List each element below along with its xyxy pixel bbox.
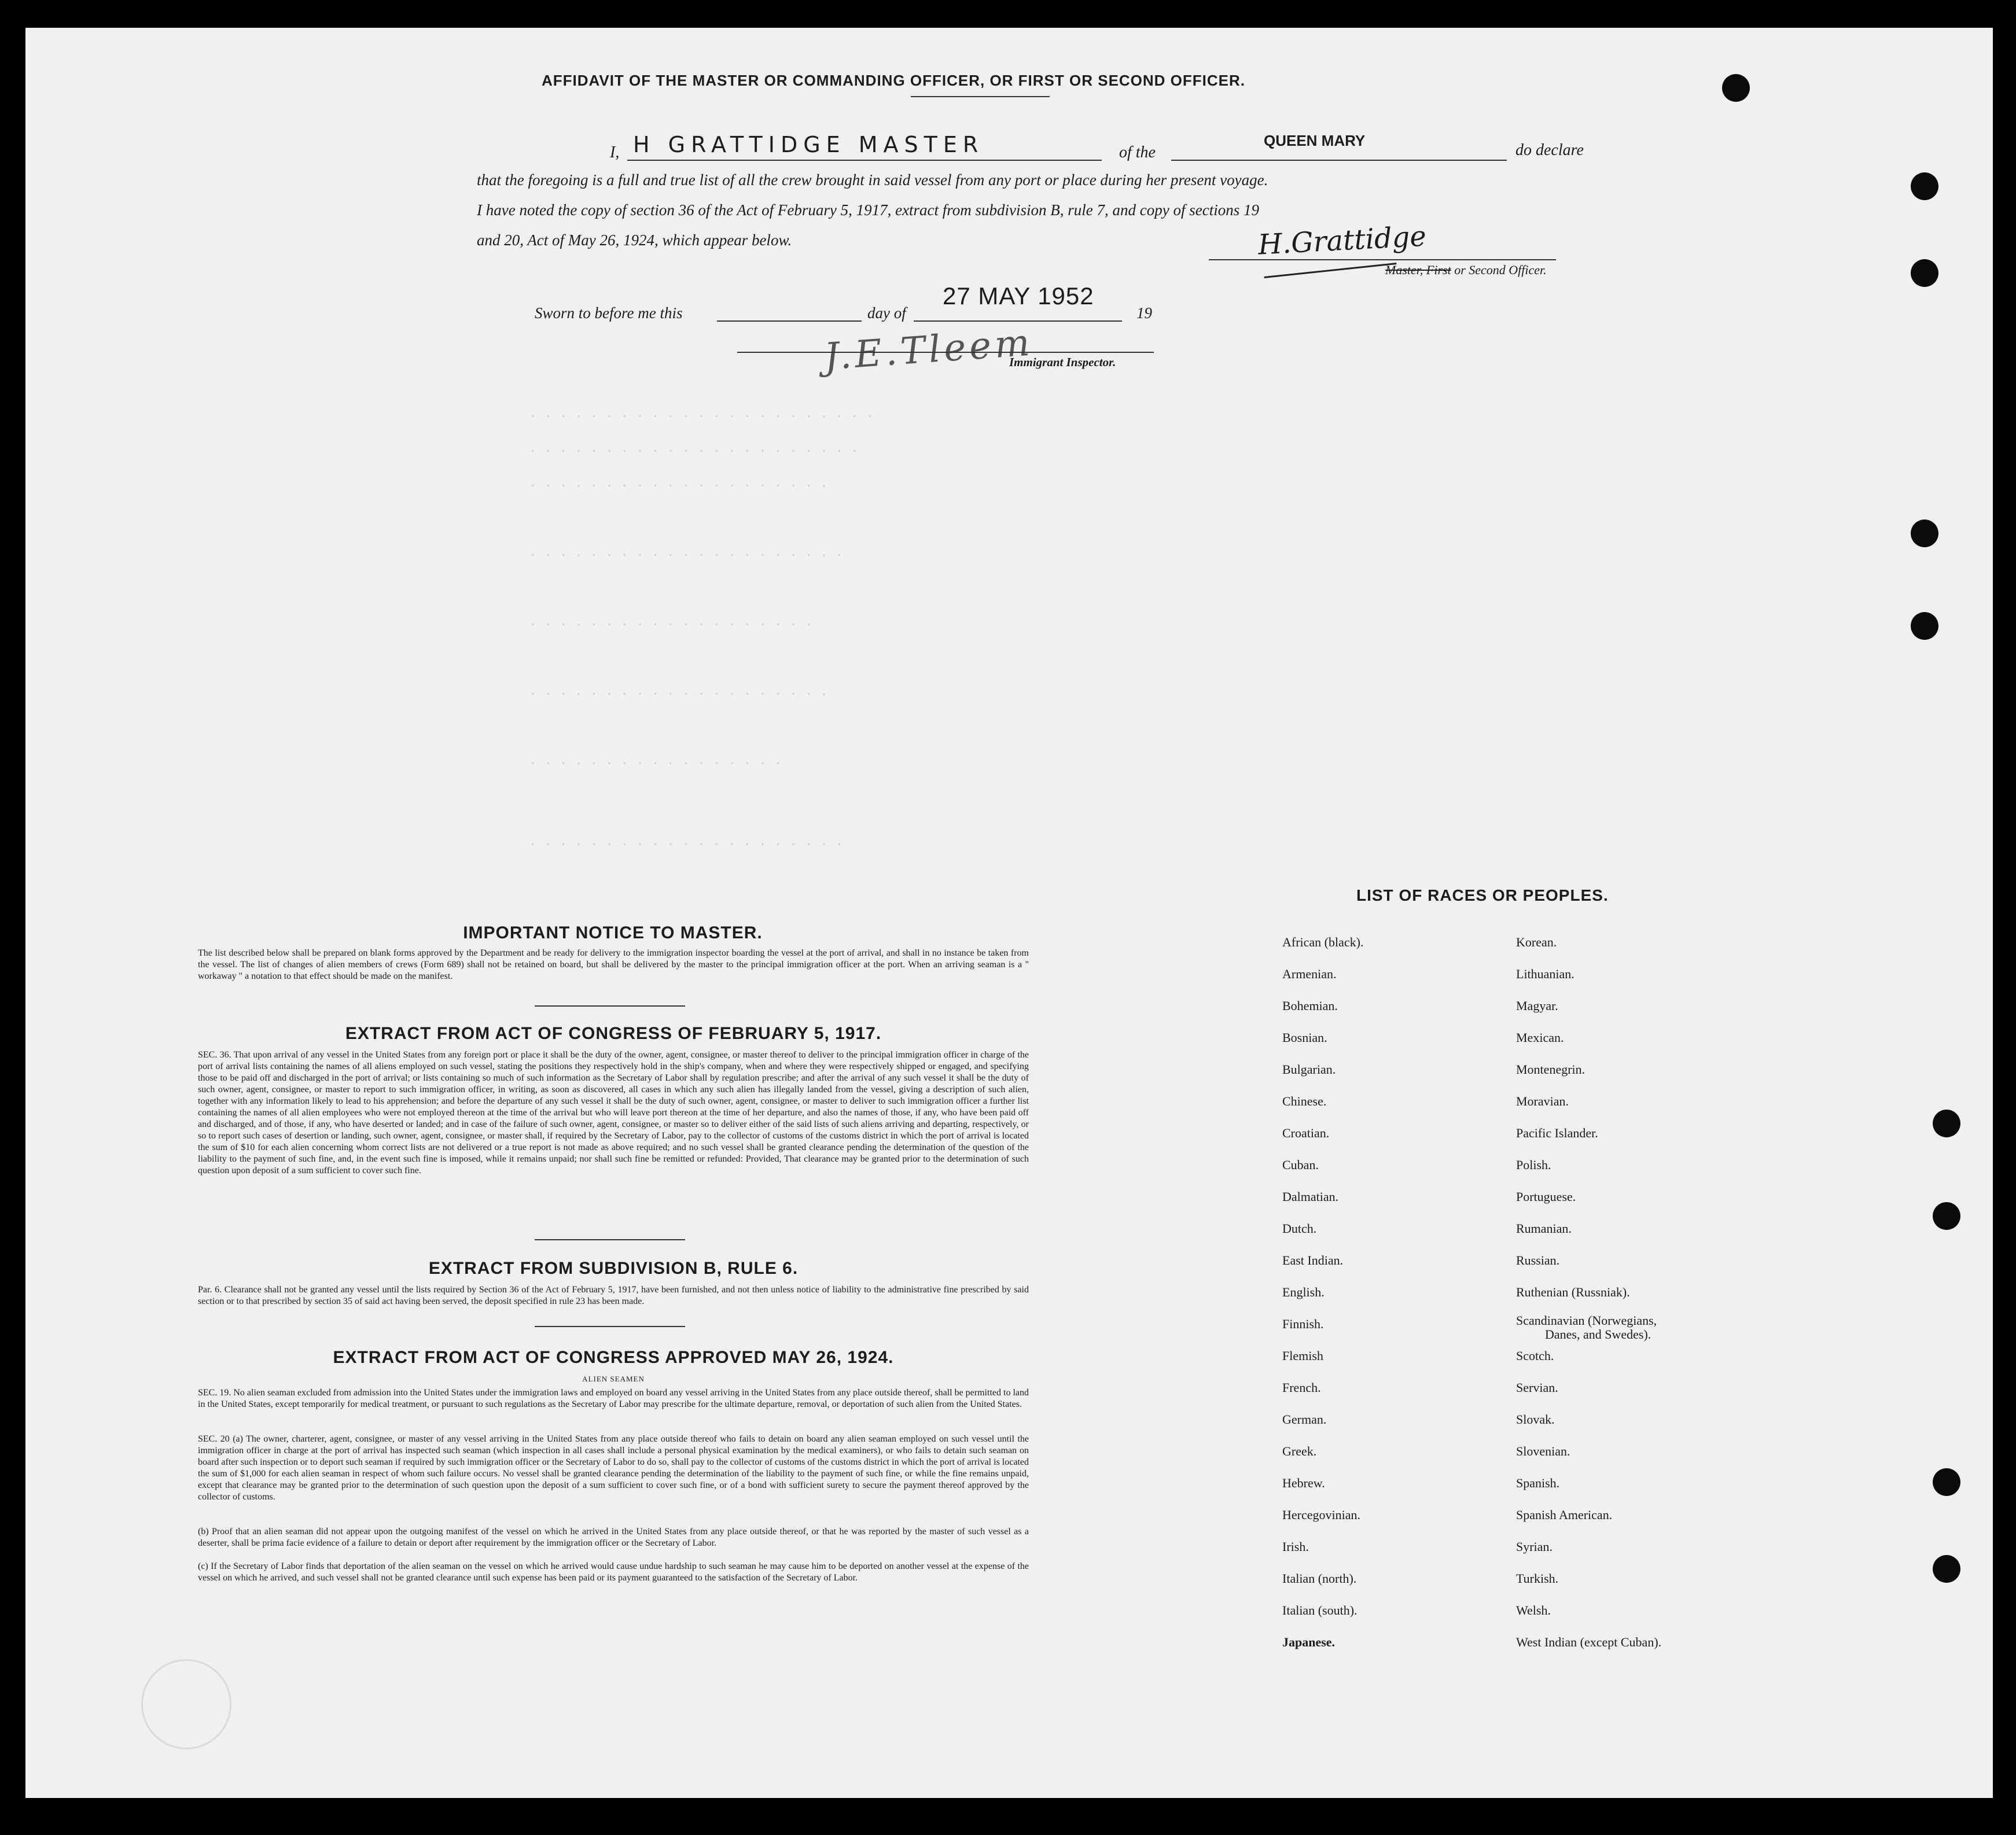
race-item: Slovak. — [1516, 1412, 1555, 1427]
vessel-name: QUEEN MARY — [1264, 132, 1366, 149]
race-item: Lithuanian. — [1516, 967, 1574, 981]
race-item: Italian (north). — [1282, 1571, 1357, 1586]
extract-1917-body: SEC. 36. That upon arrival of any vessel in the United States from any foreign port or place it shall be the duty of the owner, agent, consignee, or master thereof to deliver to the principal immigration officer in charge of the port of arrival lists containing the names of all aliens employed on such vessel, stating the positions they respectively hold in the ship's company, when and where they were respectively shipped or engaged, and specifying those to be paid off and discharged in the port of arrival; or lists containing so much of such information as the Secretary of Labor shall by regulation prescribe; and after the arrival of any such vessel it shall be the duty of such owner, agent, consignee, or master to report to such immigration officer, in writing, as soon as discovered, all cases in which any such alien has illegally landed from the vessel, giving a description of such alien, together with any information likely to lead to his apprehension; and before the departure of any such vessel it shall be the duty of such owner, agent, consignee, or master to deliver to such immigration officer a further list containing the names of all alien employees who were not employed thereon at the time of the arrival but who will leave port thereon at the time of her departure, and also the names of those, if any, who have been paid off and discharged, and of those, if any, who have deserted or landed; and in case of the failure of such owner, agent, consignee, or master so to deliver either of the said lists of such aliens arriving and departing, respectively, or so to report such cases of desertion or landing, such owner, agent, consignee, or master shall, if required by the Secretary of Labor, pay to the collector of customs of the customs district in which the port of arrival is located the sum of $10 for each alien concerning whom correct lists are not delivered or a true report is not made as above required; and no such vessel shall be granted clearance pending the determination of the question of the liability to the payment of such fine, and, in the event such fine is imposed, while it remains unpaid; nor shall such fine be remitted or refunded: Provided, That clearance may be granted prior to the determination of such question upon deposit of a sum sufficient to cover such fine. — [198, 1050, 1029, 1176]
extract-1924-subtitle: ALIEN SEAMEN — [582, 1375, 645, 1383]
race-item: Bulgarian. — [1282, 1062, 1336, 1077]
race-item: Bohemian. — [1282, 998, 1338, 1013]
signature-caption — [1385, 263, 1547, 278]
sworn-day-line — [717, 320, 862, 322]
rule6-body: Par. 6. Clearance shall not be granted any vessel until the lists required by Section 36 of the Act of February 5, 1917, have been furnished, and not then unless notice of liability to the administrative fine prescribed by said section or to that prescribed by section 35 of said act having been served, the deposit specified in rule 23 has been made. — [198, 1285, 1029, 1306]
day-of-label: day of — [867, 304, 906, 322]
signature-line — [1209, 259, 1556, 260]
race-item: Servian. — [1516, 1380, 1558, 1395]
affidavit-i-label: I, — [610, 143, 620, 161]
separator — [535, 1239, 685, 1240]
race-item: Magyar. — [1516, 998, 1558, 1013]
extract-1924-sec20a: SEC. 20 (a) The owner, charterer, agent, consignee, or master of any vessel arriving in the United States from any place outside thereof who fails to detain on board any alien seaman employed on such vessel until the immigration officer in charge at the port of arrival has inspected such seaman (which inspection in all cases shall include a personal physical examination by the medical examiners), or who fails to detain such seaman on board after such inspection or to deport such seaman if required by such immigration officer or the Secretary of Labor to do so, shall pay to the collector of customs of the customs district in which the port of arrival is located the sum of $1,000 for each alien seaman in respect of whom such failure occurs. No vessel shall be granted clearance pending the determination of the liability to the payment of such fine, or while the fine remains unpaid, except that clearance may be granted prior to the determination of such question upon the deposit of a sum sufficient to cover such fine, or of a bond with sufficient surety to secure the payment thereof approved by the collector of customs. — [198, 1434, 1029, 1502]
master-name-line — [627, 160, 1102, 161]
race-item: Spanish. — [1516, 1476, 1560, 1490]
declaration-line-2: I have noted the copy of section 36 of the Act of February 5, 1917, extract from subdivision B, rule 7, and copy of sections 19 — [477, 201, 1259, 219]
race-item: French. — [1282, 1380, 1321, 1395]
race-item: Korean. — [1516, 935, 1557, 949]
rule6-title: EXTRACT FROM SUBDIVISION B, RULE 6. — [428, 1259, 799, 1278]
caption-rest: or Second Officer. — [1454, 263, 1547, 277]
date-stamp: 27 MAY 1952 — [943, 282, 1094, 309]
punch-hole — [1911, 172, 1938, 200]
race-item: Slovenian. — [1516, 1444, 1570, 1458]
punch-hole — [1933, 1202, 1960, 1230]
race-item: East Indian. — [1282, 1253, 1344, 1267]
sworn-label: Sworn to before me this — [535, 304, 683, 322]
race-item: Chinese. — [1282, 1094, 1327, 1108]
race-item: Polish. — [1516, 1158, 1551, 1172]
race-item: Portuguese. — [1516, 1189, 1576, 1204]
strike-stroke — [1264, 263, 1396, 278]
extract-1924-sec20b: (b) Proof that an alien seaman did not appear upon the outgoing manifest of the vessel on which he arrived in the United States from any place outside thereof, or that he was reported by the master of such vessel as a deserter, shall be prima facie evidence of a failure to detain or deport after requirement by the immigration officer or the Secretary of Labor. — [198, 1527, 1029, 1548]
race-item: Montenegrin. — [1516, 1062, 1585, 1077]
race-item: Irish. — [1282, 1539, 1309, 1554]
do-declare-label: do declare — [1515, 141, 1584, 159]
punch-hole — [1933, 1555, 1960, 1583]
punch-hole — [1933, 1110, 1960, 1137]
year-prefix: 19 — [1136, 304, 1152, 322]
punch-hole — [1933, 1468, 1960, 1496]
of-the-label: of the — [1119, 143, 1156, 161]
races-title: LIST OF RACES OR PEOPLES. — [1356, 886, 1609, 904]
race-item: German. — [1282, 1412, 1327, 1427]
inspector-signature: J.E.Tleem — [822, 321, 1035, 379]
race-item: Flemish — [1282, 1348, 1323, 1363]
race-item: Spanish American. — [1516, 1508, 1613, 1522]
race-item: Hebrew. — [1282, 1476, 1325, 1490]
master-signature: H.Grattidge — [1257, 220, 1428, 261]
extract-1924-title: EXTRACT FROM ACT OF CONGRESS APPROVED MAY 26, 1924. — [333, 1348, 894, 1367]
race-item: Syrian. — [1516, 1539, 1553, 1554]
separator — [535, 1005, 685, 1007]
race-item-continuation: Danes, and Swedes). — [1545, 1327, 1651, 1342]
race-item: Welsh. — [1516, 1603, 1551, 1617]
race-item: Croatian. — [1282, 1126, 1330, 1140]
race-item: West Indian (except Cuban). — [1516, 1635, 1662, 1649]
race-item: Russian. — [1516, 1253, 1560, 1267]
race-item: Hercegovinian. — [1282, 1508, 1360, 1522]
punch-hole — [1911, 259, 1938, 287]
inspector-line — [737, 352, 1154, 353]
notice-title: IMPORTANT NOTICE TO MASTER. — [463, 923, 763, 942]
extract-1924-sec19: SEC. 19. No alien seaman excluded from admission into the United States under the immigration laws and employed on board any vessel arriving in the United States from any place outside thereof, shall be permitted to land in the United States, except temporarily for medical treatment, or pursuant to such regulations as the Secretary of Labor may prescribe for the ultimate departure, removal, or deportation of such alien from the United States. — [198, 1388, 1029, 1409]
faint-circular-stamp — [141, 1659, 231, 1749]
race-item: Rumanian. — [1516, 1221, 1572, 1236]
affidavit-title: AFFIDAVIT OF THE MASTER OR COMMANDING OFFICER, OR FIRST OR SECOND OFFICER. — [541, 72, 1246, 89]
punch-hole — [1911, 519, 1938, 547]
race-item: Cuban. — [1282, 1158, 1319, 1172]
race-item: Scandinavian (Norwegians, — [1516, 1313, 1657, 1328]
separator — [535, 1326, 685, 1327]
master-name: H GRATTIDGE MASTER — [633, 132, 984, 157]
race-item: Armenian. — [1282, 967, 1337, 981]
extract-1924-sec20c: (c) If the Secretary of Labor finds that deportation of the alien seaman on the vessel on which he arrived would cause undue hardship to such seaman he may cause him to be deported on another vessel at the expense of the vessel on which he arrived, and such vessel shall not be granted clearance until such expense has been paid or its payment guaranteed to the satisfaction of the Secretary of Labor. — [198, 1561, 1029, 1583]
race-item: Mexican. — [1516, 1030, 1564, 1045]
declaration-line-3: and 20, Act of May 26, 1924, which appear below. — [477, 231, 792, 249]
notice-body: The list described below shall be prepared on blank forms approved by the Department and be ready for delivery to the immigration inspector boarding the vessel at the port of arrival, and shall in no instance be taken from the vessel. The list of changes of alien members of crews (Form 689) shall not be retained on board, but shall be delivered by the master to the principal immigration officer at the port. When an arriving seaman is a " workaway " a notation to that effect should be made on the manifest. — [198, 948, 1029, 981]
race-item: Pacific Islander. — [1516, 1126, 1598, 1140]
race-item: Dalmatian. — [1282, 1189, 1339, 1204]
title-underline — [911, 96, 1050, 97]
punch-hole — [1911, 612, 1938, 640]
race-item: English. — [1282, 1285, 1325, 1299]
extract-1917-title: EXTRACT FROM ACT OF CONGRESS OF FEBRUARY 5, 1917. — [345, 1024, 882, 1043]
sworn-month-line — [914, 320, 1122, 322]
document-sheet: · · · · · · · · · · · · · · · · · · · · · · · · · · · · · · · · · · · · · · · · · · · · · · · · · · · · · · · · · · · · · · · · · · · · · · · · · · · · · · · · · · · · · · · · · · · · · · · · · · · · · · · · · · · · · · · · · · · · · · · · · · · · · · · · · · · · · · · · · · · · · · · · · · · · · · · · · · · · · · · · · · · AFFIDAVIT OF THE MASTER OR COMMANDING OFFICER, OR FIRST OR SECOND OFFICER. I, H GRATTIDGE MASTER of the QUEEN MARY do declare that the foregoing is a full and true list of all the crew brought in said vessel from any port or place during her present voyage. I have noted the copy of section 36 of the Act of February 5, 1917, extract from subdivision B, rule 7, and copy of sections 19 and 20, Act of May 26, 1924, which appear below. H.Grattidge Master, First or Second Officer. Sworn to before me this day of 27 MAY 1952 19 J.E.Tleem Immigrant Inspector. IMPORTANT NOTICE TO MASTER. The list described below shall be prepared on blank forms approved by the Department and be ready for delivery to the immigration inspector boarding the vessel at the port of arrival, and shall in no instance be taken from the vessel. The list of changes of alien members of crews (Form 689) shall not be retained on board, but shall be delivered by the master to the principal immigration officer at the port. When an arriving seaman is a " workaway " a notation to that effect should be made on the manifest. EXTRACT FROM ACT OF CONGRESS OF FEBRUARY 5, 1917. SEC. 36. That upon arrival of any vessel in the United States from any foreign port or place it shall be the duty of the owner, agent, consignee, or master thereof to deliver to the principal immigration officer in charge of the port of arrival lists containing the names of all aliens employed on such vessel, stating the positions they respectively hold in the ship's company, when and where they were respectively shipped or engaged, and specifying those to be paid off and discharged in the port of arrival; or lists containing so much of such information as the Secretary of Labor shall by regulation prescribe; and after the arrival of any such vessel it shall be the duty of such owner, agent, consignee, or master to report to such immigration officer, in writing, as soon as discovered, all cases in which any such alien has illegally landed from the vessel, giving a description of such alien, together with any information likely to lead to his apprehension; and before the departure of any such vessel it shall be the duty of such owner, agent, consignee, or master to deliver to such immigration officer a further list containing the names of all alien employees who were not employed thereon at the time of the arrival but who will leave port thereon at the time of her departure, and also the names of those, if any, who have been paid off and discharged, and of those, if any, who have deserted or landed; and in case of the failure of such owner, agent, consignee, or master so to deliver either of the said lists of such aliens arriving and departing, respectively, or so to report such cases of desertion or landing, such owner, agent, consignee, or master shall, if required by the Secretary of Labor, pay to the collector of customs of the customs district in which the port of arrival is located the sum of $10 for each alien concerning whom correct lists are not delivered or a true report is not made as above required; and no such vessel shall be granted clearance pending the determination of the question of the liability to the payment of such fine, and, in the event such fine is imposed, while it remains unpaid; nor shall such fine be remitted or refunded: Provided, That clearance may be granted prior to the determination of such question upon deposit of a sum sufficient to cover such fine. EXTRACT FROM SUBDIVISION B, RULE 6. Par. 6. Clearance shall not be granted any vessel until the lists required by Section 36 of the Act of February 5, 1917, have been furnished, and not then unless notice of liability to the administrative fine prescribed by said section or to that prescribed by section 35 of said act having been served, the deposit specified in rule 23 has been made. EXTRACT FROM ACT OF CONGRESS APPROVED MAY 26, 1924. ALIEN SEAMEN SEC. 19. No alien seaman excluded from admission into the United States under the immigration laws and employed on board any vessel arriving in the United States from any place outside thereof, shall be permitted to land in the United States, except temporarily for medical treatment, or pursuant to such regulations as the Secretary of Labor may prescribe for the ultimate departure, removal, or deportation of such alien from the United States. SEC. 20 (a) The owner, charterer, agent, consignee, or master of any vessel arriving in the United States from any place outside thereof who fails to detain on board any alien seaman employed on such vessel until the immigration officer in charge at the port of arrival has inspected such seaman (which inspection in all cases shall include a personal physical examination by the medical examiners), or who fails to detain such seaman on board after such inspection or to deport such seaman if required by such immigration officer or the Secretary of Labor to do so, shall pay to the collector of customs of the customs district in which the port of arrival is located the sum of $1,000 for each alien seaman in respect of whom such failure occurs. No vessel shall be granted clearance pending the determination of the liability to the payment of such fine, or while the fine remains unpaid, except that clearance may be granted prior to the determination of such question upon the deposit of a sum sufficient to cover such fine, or of a bond with sufficient surety to secure the payment thereof approved by the collector of customs. (b) Proof that an alien seaman did not appear upon the outgoing manifest of the vessel on which he arrived in the United States from any place outside thereof, or that he was reported by the master of such vessel as a deserter, shall be prima facie evidence of a failure to detain or deport after requirement by the immigration officer or the Secretary of Labor. (c) If the Secretary of Labor finds that deportation of the alien seaman on the vessel on which he arrived would cause undue hardship to such seaman he may cause him to be deported on another vessel at the expense of the vessel on which he arrived, and such vessel shall not be granted clearance until such expense has been paid or its payment guaranteed to the satisfaction of the Secretary of Labor. LIST OF RACES OR PEOPLES. African (black). Armenian. Bohemian. Bosnian. Bulgarian. Chinese. Croatian. Cuban. Dalmatian. Dutch. East Indian. English. Finnish. Flemish French. German. Greek. Hebrew. Hercegovinian. Irish. Italian (north). Italian (south). Japanese. Korean. Lithuanian. Magyar. Mexican. Montenegrin. Moravian. Pacific Islander. Polish. Portuguese. Rumanian. Russian. Ruthenian (Russniak). Scandinavian (Norwegians, Danes, and Swedes). Scotch. Servian. Slovak. Slovenian. Spanish. Spanish American. Syrian. Turkish. Welsh. West Indian (except Cuban). — [25, 28, 1993, 1798]
race-item: Italian (south). — [1282, 1603, 1358, 1617]
race-item: Moravian. — [1516, 1094, 1569, 1108]
race-item: Bosnian. — [1282, 1030, 1327, 1045]
race-item: Japanese. — [1282, 1635, 1336, 1649]
race-item: Ruthenian (Russniak). — [1516, 1285, 1630, 1299]
inspector-caption: Immigrant Inspector. — [1009, 355, 1116, 369]
declaration-line-1: that the foregoing is a full and true list of all the crew brought in said vessel from any port or place during her present voyage. — [477, 171, 1268, 189]
race-item: Greek. — [1282, 1444, 1317, 1458]
vessel-name-line — [1171, 160, 1507, 161]
struck-caption: Master, First — [1385, 263, 1451, 277]
race-item: Scotch. — [1516, 1348, 1554, 1363]
race-item: Finnish. — [1282, 1317, 1324, 1331]
race-item: Turkish. — [1516, 1571, 1559, 1586]
race-item: African (black). — [1282, 935, 1364, 949]
race-item: Dutch. — [1282, 1221, 1317, 1236]
